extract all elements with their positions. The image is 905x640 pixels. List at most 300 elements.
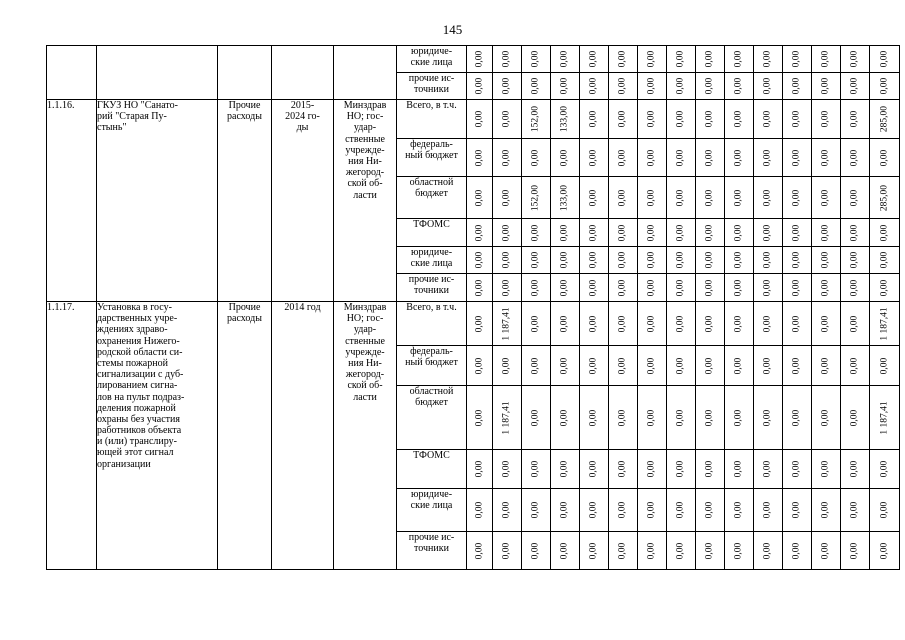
value-text: 0,00 xyxy=(820,110,831,128)
value-cell xyxy=(667,177,696,219)
value-cell xyxy=(725,274,754,302)
value-cell xyxy=(812,302,841,346)
value-cell xyxy=(870,177,900,219)
value-cell xyxy=(522,46,551,73)
value-text: 0,00 xyxy=(501,189,512,206)
value-cell xyxy=(551,386,580,450)
value-text: 0,00 xyxy=(559,251,570,269)
value-text: 0,00 xyxy=(820,50,831,68)
value-cell xyxy=(754,386,783,450)
value-cell xyxy=(812,177,841,219)
value-cell xyxy=(783,532,812,570)
funding-source: федераль- ный бюджет xyxy=(397,346,467,386)
value-text: 0,00 xyxy=(559,315,570,332)
value-text: 0,00 xyxy=(617,542,628,559)
period: 2015- 2024 го- ды xyxy=(272,100,334,302)
value-text: 0,00 xyxy=(820,357,831,374)
value-cell xyxy=(870,274,900,302)
value-cell xyxy=(812,100,841,139)
value-text: 0,00 xyxy=(704,315,715,332)
value-text: 0,00 xyxy=(675,251,686,269)
value-text: 0,00 xyxy=(791,409,802,426)
value-text: 0,00 xyxy=(588,279,599,296)
value-text: 0,00 xyxy=(530,251,541,269)
value-cell xyxy=(580,346,609,386)
value-text: 0,00 xyxy=(474,110,485,128)
value-cell xyxy=(638,46,667,73)
value-cell xyxy=(551,46,580,73)
value-text: 0,00 xyxy=(617,279,628,296)
value-cell xyxy=(783,274,812,302)
value-cell xyxy=(754,274,783,302)
value-text: 0,00 xyxy=(617,149,628,166)
value-text: 0,00 xyxy=(733,357,744,374)
value-cell xyxy=(783,302,812,346)
value-cell xyxy=(551,274,580,302)
value-text: 0,00 xyxy=(474,224,485,241)
value-cell xyxy=(841,450,870,489)
value-text: 0,00 xyxy=(762,279,773,296)
value-text: 0,00 xyxy=(820,189,831,206)
value-text: 0,00 xyxy=(588,50,599,68)
value-text: 0,00 xyxy=(849,149,860,166)
value-cell xyxy=(725,139,754,177)
value-text: 0,00 xyxy=(849,279,860,296)
value-text: 0,00 xyxy=(762,315,773,332)
funding-source: областной бюджет xyxy=(397,177,467,219)
value-cell xyxy=(580,219,609,247)
value-text: 0,00 xyxy=(530,224,541,241)
value-text: 0,00 xyxy=(733,149,744,166)
value-cell xyxy=(467,219,493,247)
value-text: 0,00 xyxy=(559,279,570,296)
value-cell xyxy=(812,450,841,489)
value-text: 0,00 xyxy=(646,315,657,332)
value-cell xyxy=(696,247,725,274)
value-cell xyxy=(522,219,551,247)
value-cell xyxy=(667,274,696,302)
value-cell xyxy=(754,100,783,139)
value-text: 0,00 xyxy=(559,501,570,519)
value-text: 152,00 xyxy=(530,105,541,133)
value-cell xyxy=(696,73,725,100)
value-cell xyxy=(783,139,812,177)
item-number: 1.1.17. xyxy=(47,302,97,570)
value-cell xyxy=(754,532,783,570)
value-text: 133,00 xyxy=(559,184,570,211)
value-text: 0,00 xyxy=(559,77,570,95)
funding-source: областной бюджет xyxy=(397,386,467,450)
value-text: 0,00 xyxy=(646,542,657,559)
value-text: 0,00 xyxy=(791,189,802,206)
value-text: 0,00 xyxy=(588,189,599,206)
funding-source: прочие ис- точники xyxy=(397,73,467,100)
value-cell xyxy=(667,46,696,73)
item-number: 1.1.16. xyxy=(47,100,97,302)
value-cell xyxy=(467,346,493,386)
value-text: 0,00 xyxy=(762,251,773,269)
value-text: 0,00 xyxy=(879,50,890,68)
value-cell xyxy=(493,177,522,219)
value-cell xyxy=(754,450,783,489)
value-text: 0,00 xyxy=(791,77,802,95)
value-cell xyxy=(667,139,696,177)
funding-source: юридиче- ские лица xyxy=(397,46,467,73)
value-text: 0,00 xyxy=(849,409,860,426)
value-cell xyxy=(696,489,725,532)
value-text: 0,00 xyxy=(733,50,744,68)
value-cell xyxy=(696,274,725,302)
value-text: 0,00 xyxy=(849,251,860,269)
value-text: 0,00 xyxy=(849,110,860,128)
value-cell xyxy=(841,346,870,386)
value-text: 0,00 xyxy=(530,460,541,478)
value-cell xyxy=(609,139,638,177)
value-cell xyxy=(638,177,667,219)
value-cell xyxy=(551,219,580,247)
value-cell xyxy=(696,450,725,489)
value-cell xyxy=(580,386,609,450)
value-text: 0,00 xyxy=(588,224,599,241)
value-text: 0,00 xyxy=(559,149,570,166)
funding-source: ТФОМС xyxy=(397,219,467,247)
value-text: 0,00 xyxy=(733,460,744,478)
value-cell xyxy=(870,532,900,570)
value-text: 0,00 xyxy=(820,409,831,426)
value-text: 0,00 xyxy=(617,501,628,519)
value-cell xyxy=(870,346,900,386)
value-cell xyxy=(725,450,754,489)
value-text: 0,00 xyxy=(704,189,715,206)
value-cell xyxy=(870,46,900,73)
value-text: 0,00 xyxy=(474,50,485,68)
value-text: 133,00 xyxy=(559,105,570,133)
value-text: 0,00 xyxy=(559,224,570,241)
value-text: 0,00 xyxy=(530,279,541,296)
value-cell xyxy=(638,489,667,532)
value-cell xyxy=(783,450,812,489)
value-cell xyxy=(551,346,580,386)
value-cell xyxy=(493,46,522,73)
value-text: 0,00 xyxy=(849,77,860,95)
value-text: 0,00 xyxy=(474,189,485,206)
value-cell xyxy=(580,139,609,177)
value-text: 0,00 xyxy=(646,460,657,478)
value-text: 0,00 xyxy=(588,110,599,128)
value-cell xyxy=(841,73,870,100)
value-cell xyxy=(696,100,725,139)
value-cell xyxy=(667,386,696,450)
value-cell xyxy=(812,219,841,247)
value-cell xyxy=(467,489,493,532)
value-cell xyxy=(609,274,638,302)
value-text: 0,00 xyxy=(588,315,599,332)
value-cell xyxy=(812,346,841,386)
value-text: 0,00 xyxy=(820,315,831,332)
value-cell xyxy=(696,177,725,219)
value-cell xyxy=(812,532,841,570)
value-text: 0,00 xyxy=(791,224,802,241)
table-row xyxy=(47,46,900,73)
value-cell xyxy=(638,100,667,139)
value-text: 0,00 xyxy=(879,542,890,559)
value-text: 0,00 xyxy=(849,501,860,519)
value-text: 0,00 xyxy=(849,460,860,478)
executor: Минздрав НО; гос- удар- ственные учрежде- ния Ни- жегород- ской об- ласти xyxy=(334,302,397,570)
value-text: 0,00 xyxy=(879,251,890,269)
value-text: 0,00 xyxy=(646,409,657,426)
value-text: 0,00 xyxy=(530,409,541,426)
value-text: 0,00 xyxy=(501,542,512,559)
value-cell xyxy=(754,139,783,177)
value-text: 0,00 xyxy=(704,542,715,559)
value-text: 285,00 xyxy=(879,184,890,211)
value-text: 0,00 xyxy=(588,542,599,559)
value-text: 0,00 xyxy=(675,542,686,559)
value-text: 0,00 xyxy=(530,542,541,559)
value-text: 0,00 xyxy=(675,77,686,95)
value-text: 0,00 xyxy=(791,542,802,559)
value-text: 0,00 xyxy=(617,50,628,68)
expense-type: Прочие расходы xyxy=(218,302,272,570)
value-cell xyxy=(467,532,493,570)
value-text: 0,00 xyxy=(501,50,512,68)
value-cell xyxy=(609,346,638,386)
funding-source: прочие ис- точники xyxy=(397,532,467,570)
value-text: 0,00 xyxy=(588,501,599,519)
value-cell xyxy=(870,139,900,177)
value-cell xyxy=(609,450,638,489)
value-cell xyxy=(696,219,725,247)
funding-source: юридиче- ские лица xyxy=(397,489,467,532)
value-text: 0,00 xyxy=(530,315,541,332)
value-text: 0,00 xyxy=(501,501,512,519)
value-text: 0,00 xyxy=(849,315,860,332)
value-cell xyxy=(638,450,667,489)
value-cell xyxy=(754,302,783,346)
value-cell xyxy=(870,386,900,450)
value-text: 0,00 xyxy=(559,50,570,68)
value-cell xyxy=(667,346,696,386)
value-text: 0,00 xyxy=(530,501,541,519)
value-text: 0,00 xyxy=(820,251,831,269)
value-text: 0,00 xyxy=(791,279,802,296)
value-text: 0,00 xyxy=(704,149,715,166)
value-text: 0,00 xyxy=(675,409,686,426)
value-cell xyxy=(841,177,870,219)
value-cell xyxy=(667,489,696,532)
value-text: 0,00 xyxy=(474,315,485,332)
value-cell xyxy=(754,489,783,532)
value-text: 0,00 xyxy=(733,315,744,332)
value-cell xyxy=(783,346,812,386)
value-cell xyxy=(580,450,609,489)
value-cell xyxy=(841,46,870,73)
value-cell xyxy=(467,302,493,346)
empty-cell xyxy=(47,46,97,100)
value-text: 0,00 xyxy=(559,409,570,426)
value-text: 0,00 xyxy=(617,251,628,269)
item-name: ГКУЗ НО "Санато- рий "Старая Пу- стынь" xyxy=(97,100,218,302)
value-cell xyxy=(609,177,638,219)
value-text: 0,00 xyxy=(588,460,599,478)
value-cell xyxy=(841,386,870,450)
executor: Минздрав НО; гос- удар- ственные учрежде- ния Ни- жегород- ской об- ласти xyxy=(334,100,397,302)
value-text: 0,00 xyxy=(675,50,686,68)
value-cell xyxy=(667,450,696,489)
value-text: 0,00 xyxy=(501,279,512,296)
value-cell xyxy=(522,274,551,302)
value-text: 0,00 xyxy=(762,224,773,241)
table-row xyxy=(47,100,900,139)
value-cell xyxy=(841,302,870,346)
value-cell xyxy=(493,450,522,489)
value-text: 0,00 xyxy=(646,224,657,241)
value-cell xyxy=(467,247,493,274)
value-cell xyxy=(841,139,870,177)
value-text: 0,00 xyxy=(675,279,686,296)
value-cell xyxy=(841,247,870,274)
value-cell xyxy=(467,274,493,302)
funding-source: федераль- ный бюджет xyxy=(397,139,467,177)
value-cell xyxy=(638,73,667,100)
value-text: 0,00 xyxy=(791,460,802,478)
value-cell xyxy=(783,247,812,274)
value-cell xyxy=(609,100,638,139)
value-text: 0,00 xyxy=(704,110,715,128)
funding-source: ТФОМС xyxy=(397,450,467,489)
value-cell xyxy=(551,450,580,489)
value-text: 0,00 xyxy=(588,357,599,374)
value-text: 0,00 xyxy=(704,501,715,519)
value-text: 0,00 xyxy=(733,279,744,296)
value-cell xyxy=(522,346,551,386)
value-text: 0,00 xyxy=(733,542,744,559)
value-text: 0,00 xyxy=(675,149,686,166)
value-text: 0,00 xyxy=(762,542,773,559)
value-text: 0,00 xyxy=(474,409,485,426)
value-cell xyxy=(522,450,551,489)
value-cell xyxy=(467,100,493,139)
value-cell xyxy=(870,247,900,274)
value-cell xyxy=(580,100,609,139)
value-cell xyxy=(812,247,841,274)
value-text: 0,00 xyxy=(820,279,831,296)
value-text: 0,00 xyxy=(617,460,628,478)
value-text: 0,00 xyxy=(530,77,541,95)
value-cell xyxy=(467,386,493,450)
value-text: 0,00 xyxy=(617,357,628,374)
value-cell xyxy=(783,386,812,450)
value-cell xyxy=(870,489,900,532)
value-text: 0,00 xyxy=(559,357,570,374)
value-cell xyxy=(783,489,812,532)
value-text: 0,00 xyxy=(501,460,512,478)
value-text: 0,00 xyxy=(733,189,744,206)
value-text: 0,00 xyxy=(733,110,744,128)
value-cell xyxy=(551,177,580,219)
value-text: 0,00 xyxy=(501,251,512,269)
value-cell xyxy=(551,73,580,100)
value-text: 0,00 xyxy=(675,460,686,478)
value-text: 0,00 xyxy=(791,149,802,166)
value-text: 1 187,41 xyxy=(501,306,512,341)
value-text: 0,00 xyxy=(474,460,485,478)
value-text: 0,00 xyxy=(617,315,628,332)
value-cell xyxy=(609,219,638,247)
value-text: 0,00 xyxy=(704,409,715,426)
value-cell xyxy=(812,46,841,73)
value-cell xyxy=(551,532,580,570)
value-text: 0,00 xyxy=(617,110,628,128)
value-cell xyxy=(609,386,638,450)
item-name: Установка в госу- дарственных учре- ждениях здраво- охранения Нижего- родской области си- стемы пожарной сигнализации с дуб- лированием сигна- лов на пульт подраз- деления пожарной охраны без участия работников объекта и (или) транслиру- ющей этот сигнал организации xyxy=(97,302,218,570)
value-cell xyxy=(667,247,696,274)
value-text: 0,00 xyxy=(501,77,512,95)
value-text: 0,00 xyxy=(820,542,831,559)
value-text: 0,00 xyxy=(704,460,715,478)
value-text: 1 187,41 xyxy=(501,400,512,435)
value-cell xyxy=(493,489,522,532)
value-text: 0,00 xyxy=(733,409,744,426)
value-text: 0,00 xyxy=(559,460,570,478)
value-text: 0,00 xyxy=(820,501,831,519)
value-text: 0,00 xyxy=(733,224,744,241)
value-cell xyxy=(551,139,580,177)
empty-cell xyxy=(97,46,218,100)
value-text: 0,00 xyxy=(879,224,890,241)
value-cell xyxy=(493,346,522,386)
value-cell xyxy=(725,46,754,73)
value-text: 0,00 xyxy=(762,189,773,206)
value-cell xyxy=(493,139,522,177)
empty-cell xyxy=(218,46,272,100)
value-cell xyxy=(467,450,493,489)
value-cell xyxy=(638,302,667,346)
funding-source: Всего, в т.ч. xyxy=(397,302,467,346)
value-text: 0,00 xyxy=(675,315,686,332)
value-cell xyxy=(667,73,696,100)
funding-source: юридиче- ские лица xyxy=(397,247,467,274)
value-text: 0,00 xyxy=(820,224,831,241)
value-text: 0,00 xyxy=(559,542,570,559)
value-text: 0,00 xyxy=(474,77,485,95)
value-cell xyxy=(522,302,551,346)
value-text: 0,00 xyxy=(879,77,890,95)
value-cell xyxy=(841,532,870,570)
value-cell xyxy=(841,100,870,139)
value-cell xyxy=(467,73,493,100)
value-cell xyxy=(609,489,638,532)
value-cell xyxy=(580,532,609,570)
value-text: 0,00 xyxy=(646,279,657,296)
value-text: 0,00 xyxy=(474,357,485,374)
value-cell xyxy=(522,100,551,139)
value-text: 0,00 xyxy=(762,50,773,68)
value-text: 0,00 xyxy=(617,409,628,426)
value-cell xyxy=(580,489,609,532)
value-cell xyxy=(638,219,667,247)
value-cell xyxy=(812,139,841,177)
value-text: 0,00 xyxy=(820,149,831,166)
value-cell xyxy=(551,302,580,346)
value-text: 0,00 xyxy=(501,224,512,241)
value-cell xyxy=(696,386,725,450)
value-text: 0,00 xyxy=(530,50,541,68)
value-cell xyxy=(870,302,900,346)
value-text: 0,00 xyxy=(530,149,541,166)
value-cell xyxy=(725,100,754,139)
